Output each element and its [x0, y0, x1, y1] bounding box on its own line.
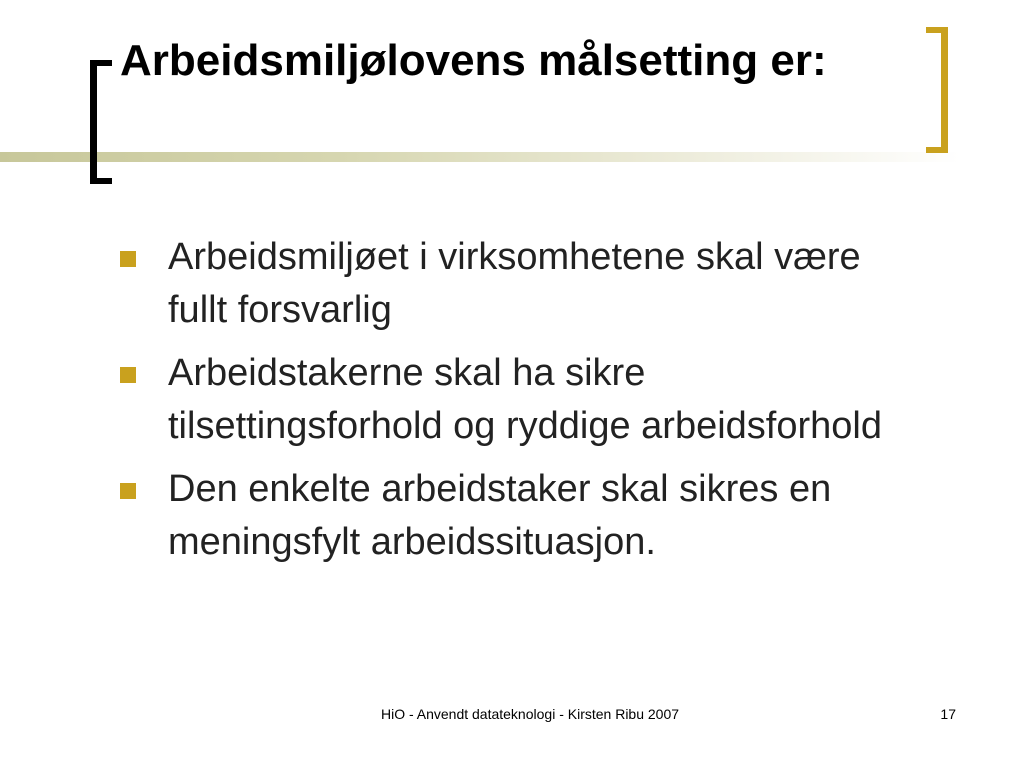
- slide-title: Arbeidsmiljølovens målsetting er:: [120, 36, 827, 85]
- square-bullet-icon: [120, 251, 136, 267]
- bullet-item: [120, 231, 920, 337]
- bullet-text: Den enkelte arbeidstaker skal sikres en meningsfylt arbeidssituasjon.: [168, 468, 832, 563]
- slide-number: 17: [940, 706, 956, 722]
- square-bullet-icon: [120, 367, 136, 383]
- square-bullet-icon: [120, 483, 136, 499]
- slide-footer: HiO - Anvendt datateknologi - Kirsten Ribu 2007: [380, 706, 680, 722]
- bullet-text: Arbeidstakerne skal ha sikre tilsettingsforhold og ryddige arbeidsforhold: [168, 352, 882, 447]
- bullet-item: [120, 463, 920, 569]
- right-bracket-decoration: [926, 27, 948, 153]
- title-underline-bar: [0, 152, 960, 162]
- bullet-item: [120, 347, 920, 453]
- left-bracket-decoration: [90, 60, 112, 184]
- bullet-list: [120, 231, 920, 579]
- bullet-text: Arbeidsmiljøet i virksomhetene skal være fullt forsvarlig: [168, 236, 861, 331]
